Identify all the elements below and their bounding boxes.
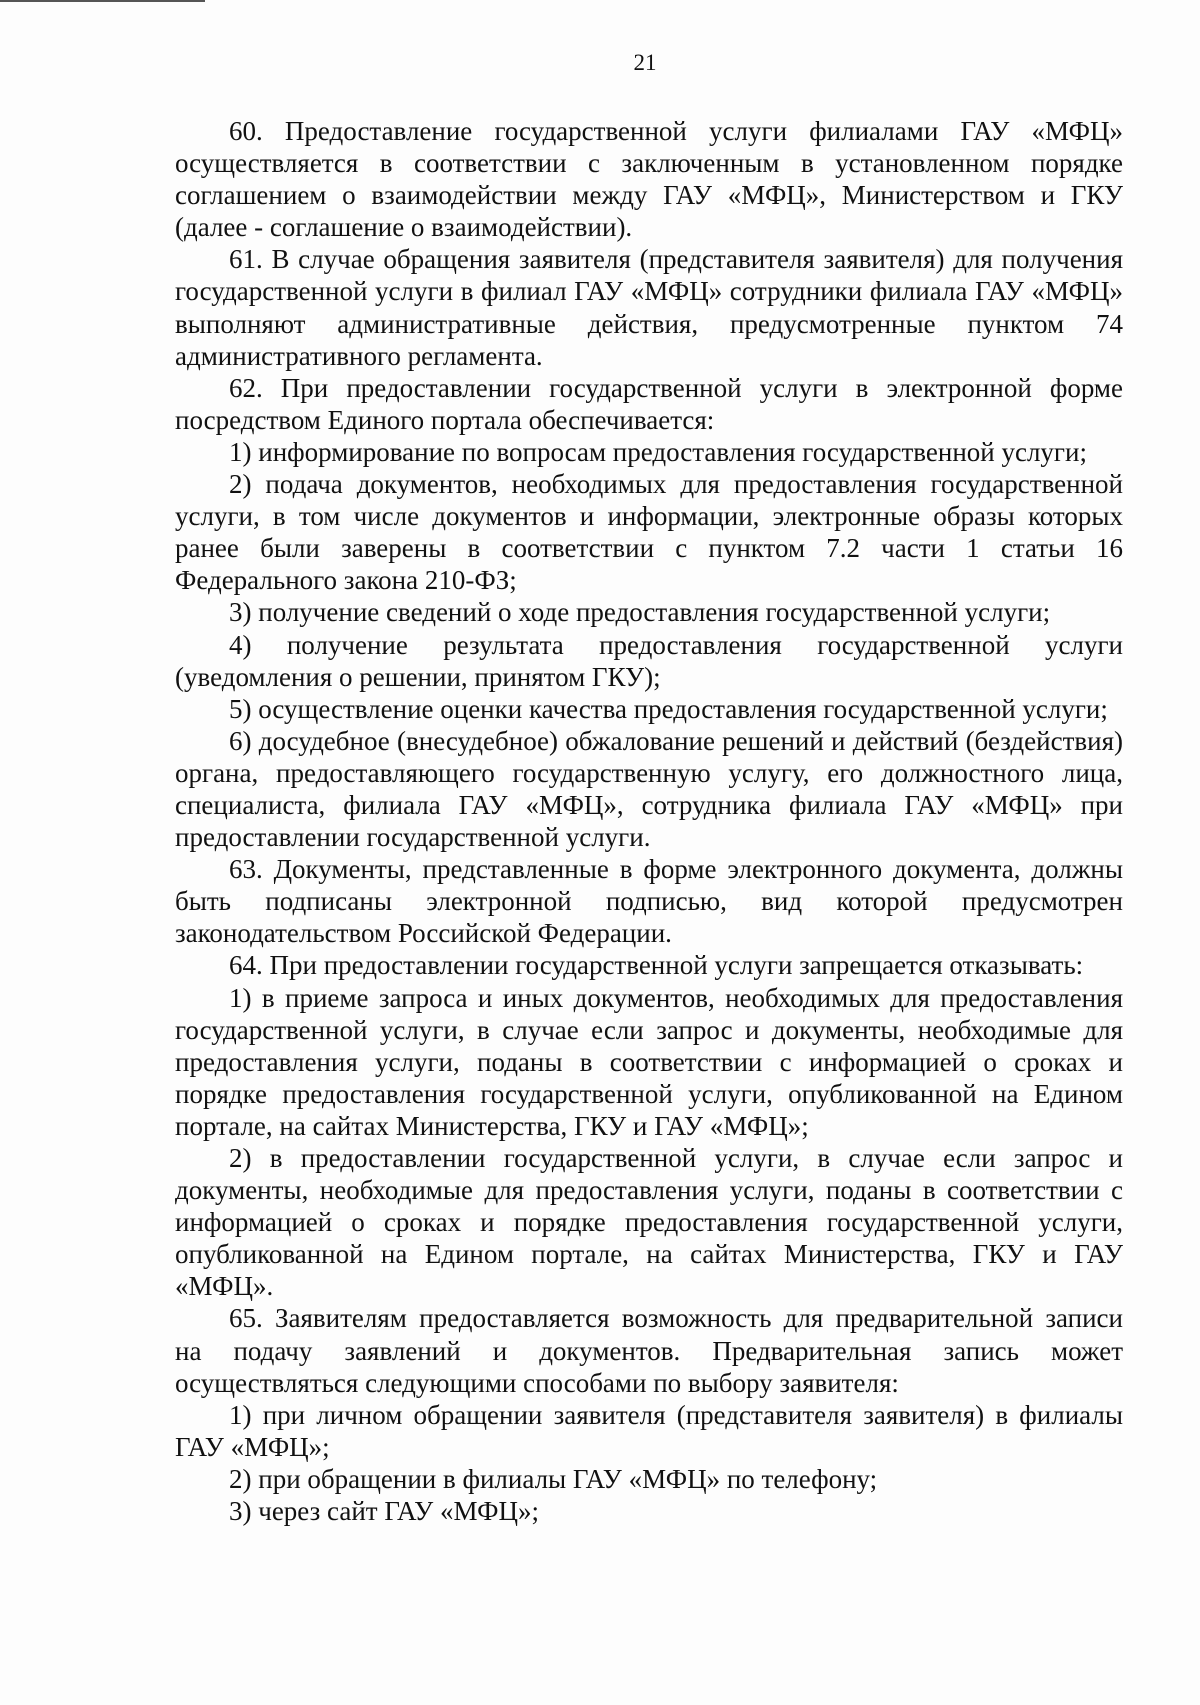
paragraph-62-item-5: 5) осуществление оценки качества предоставления государственной услуги;	[229, 693, 1108, 724]
page-number: 21	[633, 50, 657, 75]
top-edge-rule	[0, 0, 205, 2]
paragraph-65: 65. Заявителям предоставляется возможность для предварительной записи на подачу заявлений и документов. Предварительная запись может осуществляться следующими способами по выбору заявителя:	[175, 1303, 1123, 1398]
paragraph-65-item-3: 3) через сайт ГАУ «МФЦ»;	[229, 1496, 539, 1527]
paragraph-64: 64. При предоставлении государственной услуги запрещается отказывать:	[229, 950, 1084, 981]
paragraph-64-item-1: 1) в приеме запроса и иных документов, необходимых для предоставления государственной услуги, в случае если запрос и документы, необходимые для предоставления услуги, поданы в соответствии с информацией о сроках и порядке предоставления государственной услуги, опубликованной на Едином портале, на сайтах Министерства, ГКУ и ГАУ «МФЦ»;	[175, 982, 1123, 1141]
paragraph-62-item-1: 1) информирование по вопросам предоставления государственной услуги;	[229, 436, 1087, 467]
paragraph-64-item-2: 2) в предоставлении государственной услуги, в случае если запрос и документы, необходимые для предоставления услуги, поданы в соответствии с информацией о сроках и порядке предоставления государственной услуги, опубликованной на Едином портале, на сайтах Министерства, ГКУ и ГАУ «МФЦ».	[175, 1143, 1123, 1302]
paragraph-62-item-3: 3) получение сведений о ходе предоставления государственной услуги;	[229, 597, 1051, 628]
paragraph-62-item-2: 2) подача документов, необходимых для предоставления государственной услуги, в том числе документов и информации, электронные образы которых ранее были заверены в соответствии с пунктом 7.2 части 1 статьи 16 Федерального закона 210-ФЗ;	[175, 469, 1123, 596]
paragraph-60: 60. Предоставление государственной услуги филиалами ГАУ «МФЦ» осуществляется в соответствии с заключенным в установленном порядке соглашением о взаимодействии между ГАУ «МФЦ», Министерством и ГКУ (далее - соглашение о взаимодействии).	[175, 116, 1123, 243]
paragraph-62-item-4: 4) получение результата предоставления государственной услуги (уведомления о решении, принятом ГКУ);	[175, 629, 1123, 692]
paragraph-63: 63. Документы, представленные в форме электронного документа, должны быть подписаны электронной подписью, вид которой предусмотрен законодательством Российской Федерации.	[175, 854, 1123, 949]
paragraph-62: 62. При предоставлении государственной услуги в электронной форме посредством Единого портала обеспечивается:	[175, 372, 1123, 435]
body-text	[175, 115, 1123, 1527]
paragraph-62-item-6: 6) досудебное (внесудебное) обжалование решений и действий (бездействия) органа, предоставляющего государственную услугу, его должностного лица, специалиста, филиала ГАУ «МФЦ», сотрудника филиала ГАУ «МФЦ» при предоставлении государственной услуги.	[175, 725, 1123, 853]
paragraph-65-item-1: 1) при личном обращении заявителя (представителя заявителя) в филиалы ГАУ «МФЦ»;	[175, 1399, 1123, 1462]
paragraph-61: 61. В случае обращения заявителя (представителя заявителя) для получения государственной услуги в филиал ГАУ «МФЦ» сотрудники филиала ГАУ «МФЦ» выполняют административные действия, предусмотренные пунктом 74 административного регламента.	[175, 244, 1123, 371]
paragraph-65-item-2: 2) при обращении в филиалы ГАУ «МФЦ» по телефону;	[229, 1463, 878, 1494]
